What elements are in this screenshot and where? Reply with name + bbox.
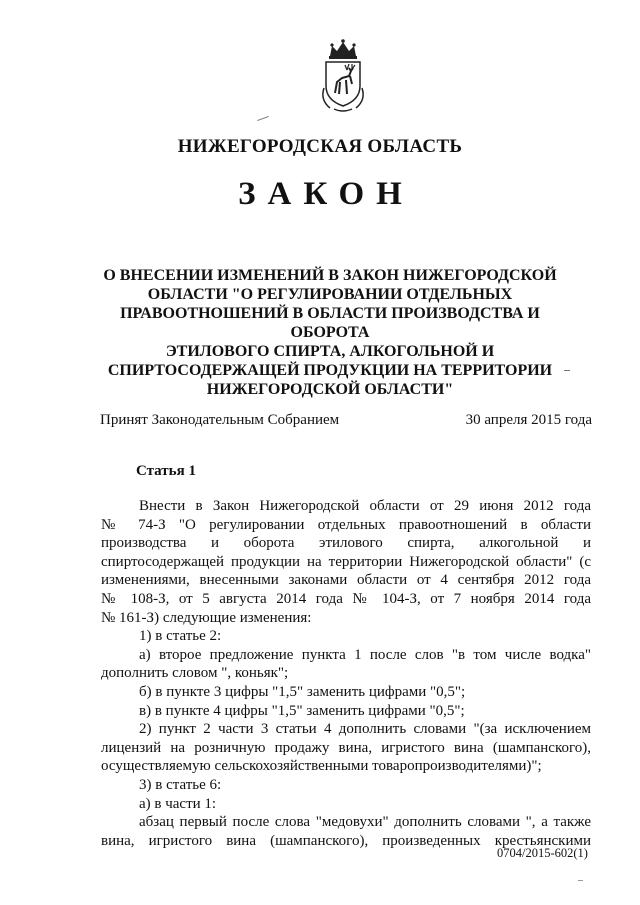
title-line: НИЖЕГОРОДСКОЙ ОБЛАСТИ" [206,381,454,398]
document-type-heading: ЗАКОН [238,176,414,212]
body-line: 1) в статье 2: [139,628,222,645]
adopted-by: Принят Законодательным Собранием [100,412,340,428]
body-line: осуществляемую сельскохозяйственными товаропроизводителями)"; [101,758,542,775]
body-line: вина, игристого вина (шампанского), произведенных крестьянскими [101,832,591,849]
adopted-date: 30 апреля 2015 года [465,412,592,428]
law-title [95,266,565,399]
body-line: а) второе предложение пункта 1 после слов "в том числе водка" [139,646,591,663]
scan-mark [578,880,583,881]
body-line: б) в пункте 3 цифры "1,5" заменить цифрами "0,5"; [139,683,466,700]
body-line: а) в части 1: [139,795,217,812]
body-line: № 108-З, от 5 августа 2014 года № 104-З, от 7 ноября 2014 года [101,590,591,607]
scan-mark [564,370,570,371]
title-line: СПИРТОСОДЕРЖАЩЕЙ ПРОДУКЦИИ НА ТЕРРИТОРИИ [107,362,553,379]
body-line: Внести в Закон Нижегородской области от 29 июня 2012 года [139,498,591,514]
title-line: ПРАВООТНОШЕНИЙ В ОБЛАСТИ ПРОИЗВОДСТВА И ОБОРОТА [120,305,540,341]
coat-of-arms-emblem [318,38,368,112]
body-line: № 74-З "О регулировании отдельных правоотношений в области [101,516,591,533]
title-line: ЭТИЛОВОГО СПИРТА, АЛКОГОЛЬНОЙ И [165,343,495,360]
title-line: ОБЛАСТИ "О РЕГУЛИРОВАНИИ ОТДЕЛЬНЫХ [147,286,513,303]
article-body [101,497,591,850]
body-line: абзац первый после слова "медовухи" дополнить словами ", а также [139,814,591,831]
scan-mark [257,116,269,121]
article-heading: Статья 1 [136,463,196,479]
body-line: дополнить словом ", коньяк"; [101,665,289,682]
body-line: производства и оборота этилового спирта, алкогольной и [101,535,591,552]
body-line: в) в пункте 4 цифры "1,5" заменить цифрами "0,5"; [139,702,465,719]
body-line: 2) пункт 2 части 3 статьи 4 дополнить словами "(за исключением [139,721,591,738]
adoption-info [100,412,592,429]
title-line: О ВНЕСЕНИИ ИЗМЕНЕНИЙ В ЗАКОН НИЖЕГОРОДСКОЙ [103,267,557,284]
region-heading: НИЖЕГОРОДСКАЯ ОБЛАСТЬ [177,136,463,157]
body-line: лицензий на розничную продажу вина, игристого вина (шампанского), [101,739,591,756]
body-line: 3) в статье 6: [139,776,222,793]
body-line: изменениями, внесенными законами области от 4 сентября 2012 года [101,572,591,589]
document-registration-code: 0704/2015-602(1) [497,846,588,860]
body-line: спиртосодержащей продукции на территории Нижегородской области" (с [101,553,591,570]
body-line: № 161-З) следующие изменения: [101,609,312,626]
